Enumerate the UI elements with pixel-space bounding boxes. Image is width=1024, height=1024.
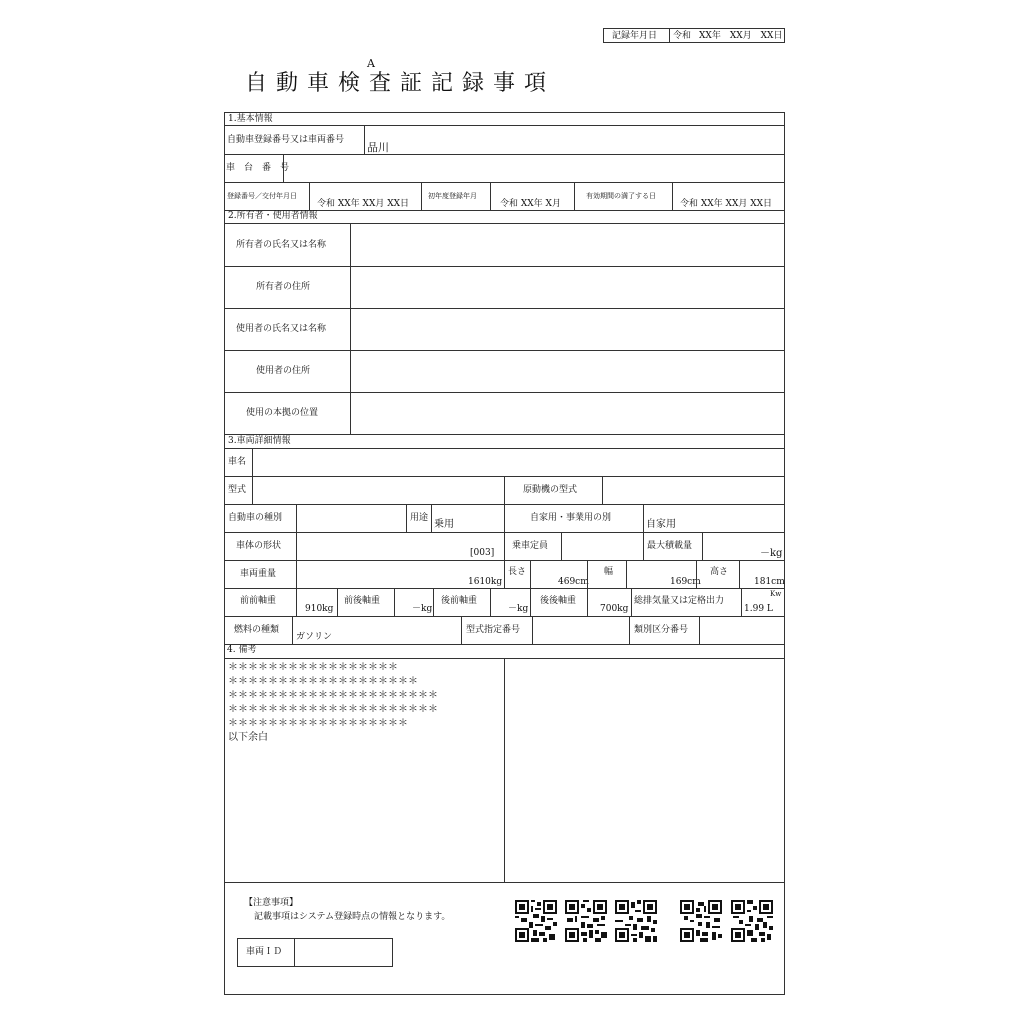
expiry-label: 有効期間の満了する日 bbox=[586, 192, 656, 200]
category-label: 類別区分番号 bbox=[634, 625, 689, 635]
ff-axle-label: 前前軸重 bbox=[240, 596, 277, 606]
car-name-label: 車名 bbox=[228, 457, 247, 467]
private-business-label: 自家用・事業用の別 bbox=[530, 513, 612, 523]
remarks-line: ＊＊＊＊＊＊＊＊＊＊＊＊＊＊＊＊＊＊＊＊＊ bbox=[228, 690, 438, 701]
expiry-value: 令和 XX年 XX月 XX日 bbox=[680, 199, 773, 209]
vehicle-id-box bbox=[237, 938, 393, 967]
qr-code-icon bbox=[680, 900, 722, 942]
remarks-text bbox=[228, 661, 438, 745]
ff-axle-value: 910kg bbox=[305, 604, 334, 614]
first-reg-label: 初年度登録年月 bbox=[428, 192, 477, 200]
body-shape-value: [003] bbox=[470, 548, 495, 558]
qr-code-icon bbox=[615, 900, 657, 942]
fuel-value: ガソリン bbox=[296, 632, 333, 642]
vehicle-type-label: 自動車の種別 bbox=[228, 513, 283, 523]
weight-label: 車両重量 bbox=[240, 569, 277, 579]
displacement-unit: Kw bbox=[770, 590, 782, 598]
user-address-label: 使用者の住所 bbox=[256, 366, 311, 376]
record-date-value: XX年 XX月 XX日 bbox=[699, 31, 783, 41]
private-business-value: 自家用 bbox=[646, 519, 676, 530]
max-load-value: －kg bbox=[760, 548, 783, 559]
reg-number-value[interactable]: 品川 bbox=[367, 141, 389, 154]
section2-heading: 2.所有者・使用者情報 bbox=[228, 211, 318, 221]
issue-date-value: 令和 XX年 XX月 XX日 bbox=[317, 199, 410, 209]
model-label: 型式 bbox=[228, 485, 247, 495]
usage-value: 乗用 bbox=[434, 519, 454, 530]
record-date-label: 記録年月日 bbox=[612, 31, 658, 41]
record-date-box bbox=[603, 28, 785, 43]
width-label: 幅 bbox=[604, 567, 614, 577]
displacement-label: 総排気量又は定格出力 bbox=[634, 596, 725, 606]
rr-axle-label: 後後軸重 bbox=[540, 596, 577, 606]
type-approval-label: 型式指定番号 bbox=[466, 625, 521, 635]
height-value: 181cm bbox=[754, 577, 785, 587]
remarks-line: ＊＊＊＊＊＊＊＊＊＊＊＊＊＊＊＊＊＊ bbox=[228, 718, 408, 729]
length-label: 長さ bbox=[508, 567, 527, 577]
page-title: 自動車検査証記録事項 bbox=[245, 71, 556, 96]
displacement-value: 1.99 L bbox=[744, 604, 773, 614]
section4-heading: 4. 備考 bbox=[227, 645, 257, 655]
capacity-label: 乗車定員 bbox=[512, 541, 549, 551]
height-label: 高さ bbox=[710, 567, 729, 577]
notes-heading: 【注意事項】 bbox=[244, 898, 299, 908]
rr-axle-value: 700kg bbox=[600, 604, 629, 614]
record-date-era: 令和 bbox=[673, 31, 692, 41]
first-reg-value: 令和 XX年 X月 bbox=[500, 199, 561, 209]
notes-text: 記載事項はシステム登録時点の情報となります。 bbox=[254, 912, 451, 922]
engine-model-label: 原動機の型式 bbox=[523, 485, 578, 495]
user-name-label: 使用者の氏名又は名称 bbox=[236, 324, 327, 334]
title-mark: A bbox=[367, 57, 375, 70]
remarks-line: ＊＊＊＊＊＊＊＊＊＊＊＊＊＊＊＊＊ bbox=[228, 662, 398, 673]
remarks-line: ＊＊＊＊＊＊＊＊＊＊＊＊＊＊＊＊＊＊＊ bbox=[228, 676, 418, 687]
owner-address-label: 所有者の住所 bbox=[256, 282, 311, 292]
max-load-label: 最大積載量 bbox=[647, 541, 693, 551]
chassis-label: 車 台 番 号 bbox=[226, 163, 290, 173]
issue-date-label: 登録番号／交付年月日 bbox=[227, 192, 297, 200]
section1-heading: 1.基本情報 bbox=[228, 114, 273, 124]
vehicle-id-label: 車両ＩＤ bbox=[246, 947, 283, 957]
remarks-end: 以下余白 bbox=[228, 732, 268, 743]
weight-value: 1610kg bbox=[468, 577, 503, 587]
section3-heading: 3.車両詳細情報 bbox=[228, 436, 291, 446]
remarks-line: ＊＊＊＊＊＊＊＊＊＊＊＊＊＊＊＊＊＊＊＊＊ bbox=[228, 704, 438, 715]
length-value: 469cm bbox=[558, 577, 589, 587]
base-location-label: 使用の本拠の位置 bbox=[246, 408, 319, 418]
qr-code-icon bbox=[731, 900, 773, 942]
body-shape-label: 車体の形状 bbox=[236, 541, 282, 551]
fr-axle-label: 前後軸重 bbox=[344, 596, 381, 606]
rf-axle-value: －kg bbox=[508, 604, 529, 614]
qr-code-icon bbox=[515, 900, 557, 942]
reg-number-label: 自動車登録番号又は車両番号 bbox=[227, 135, 345, 145]
qr-code-icon bbox=[565, 900, 607, 942]
owner-name-label: 所有者の氏名又は名称 bbox=[236, 240, 327, 250]
rf-axle-label: 後前軸重 bbox=[441, 596, 478, 606]
usage-label: 用途 bbox=[410, 513, 429, 523]
fuel-label: 燃料の種類 bbox=[234, 625, 280, 635]
width-value: 169cm bbox=[670, 577, 701, 587]
fr-axle-value: －kg bbox=[412, 604, 433, 614]
